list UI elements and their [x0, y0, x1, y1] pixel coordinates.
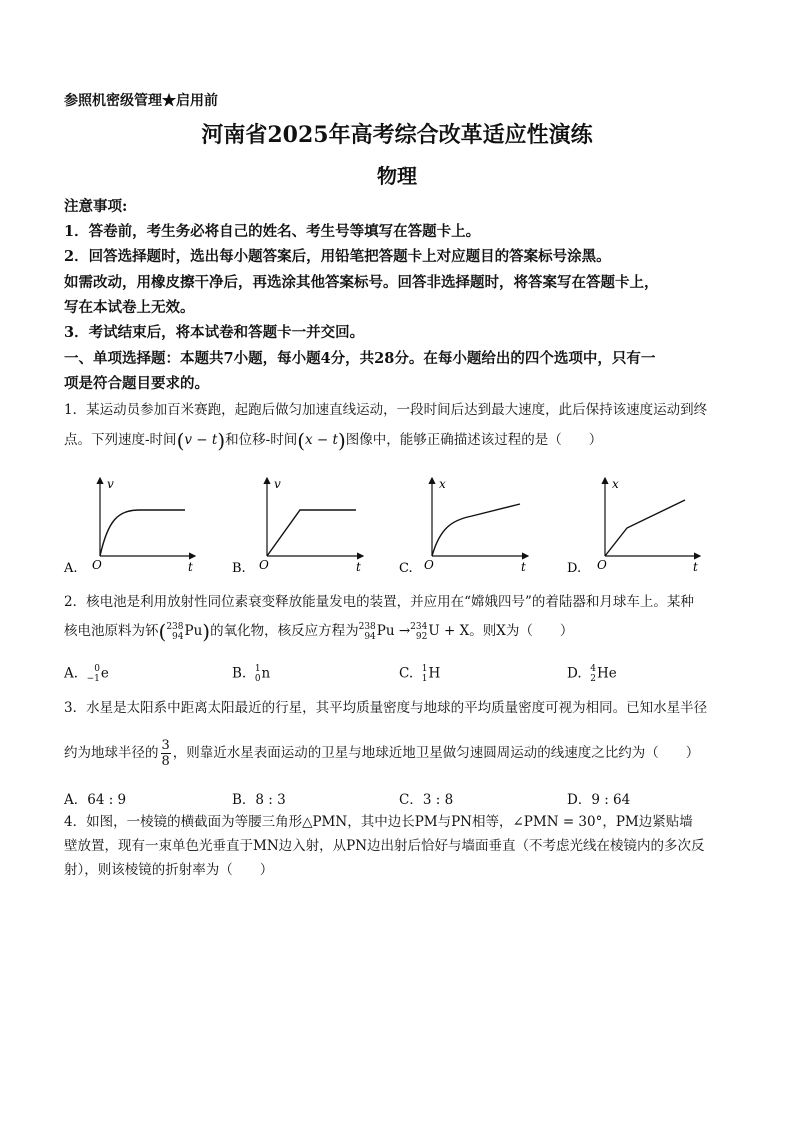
graph-a-ylabel: v — [107, 477, 114, 491]
graph-c-letter: C. — [399, 561, 413, 576]
option-letter: A． — [64, 792, 88, 808]
q2-option-c — [399, 664, 440, 684]
option-text: 3 : 8 — [422, 792, 454, 808]
q1-graphs — [60, 470, 740, 580]
graph-c — [399, 477, 528, 576]
plus-x: + X — [444, 623, 470, 639]
option-letter: B． — [232, 792, 256, 808]
section-heading-line1: 一、单项选择题：本题共7小题，每小题4分，共28分。在每小题给出的四个选项中，只有一 — [64, 350, 656, 367]
graph-d-curve — [605, 500, 685, 556]
q2-text-c: 。则X为（ ） — [469, 623, 574, 639]
graph-a-letter: A. — [64, 561, 78, 576]
q3-option-d — [567, 788, 630, 808]
graph-a — [63, 477, 195, 576]
graph-d — [567, 477, 700, 576]
graph-a-origin: O — [92, 558, 102, 572]
option-top: 1 — [421, 664, 428, 674]
subject-title: 物理 — [377, 164, 417, 188]
option-top: 1 — [254, 664, 261, 674]
fraction — [161, 738, 171, 769]
graph-b-origin: O — [259, 558, 269, 572]
option-letter: B. — [232, 665, 247, 682]
eq-pu-symbol: Pu — [376, 623, 395, 639]
graph-d-letter: D. — [567, 561, 582, 576]
option-letter: D． — [567, 792, 592, 808]
q3-text-a: 约为地球半径的 — [64, 745, 159, 761]
option-letter: C． — [399, 792, 423, 808]
graph-b-xlabel: t — [356, 560, 361, 574]
q1-text-b: 和位移-时间 — [225, 432, 298, 448]
q3-line1: 3．水星是太阳系中距离太阳最近的行星，其平均质量密度与地球的平均质量密度可视为相同。已知水星半径 — [64, 700, 708, 716]
q2-line2: 核电池原料为钚( 238 94 Pu)的氧化物，核反应方程为 238 94 Pu → 234 92 U + X。则X为（ ） — [64, 619, 574, 644]
graph-b — [232, 477, 363, 576]
graph-b-ylabel: v — [274, 477, 281, 491]
graph-d-origin: O — [597, 558, 607, 572]
option-letter: A. — [64, 665, 79, 682]
u-mass: 234 — [410, 621, 428, 632]
pu-z: 94 — [172, 631, 184, 642]
graph-d-ylabel: x — [612, 477, 619, 491]
q4-line3: 射），则该棱镜的折射率为（ ） — [64, 862, 274, 878]
q3-text-b: ，则靠近水星表面运动的卫星与地球近地卫星做匀速圆周运动的线速度之比约为（ ） — [172, 745, 700, 761]
q3-option-a — [64, 788, 126, 808]
q1-line2: 点。下列速度-时间(v − t)和位移-时间(x − t)图像中，能够正确描述该过程的是（ ） — [64, 428, 603, 453]
eq-pu-mass: 238 — [358, 621, 376, 632]
q4-line2: 壁放置，现有一束单色光垂直于MN边入射，从PN边出射后恰好与墙面垂直（不考虑光线在棱镜内的多次反 — [64, 838, 705, 854]
note-item-2c: 写在本试卷上无效。 — [64, 299, 195, 316]
option-bot: 1 — [421, 674, 428, 684]
fraction-denominator: 8 — [161, 754, 170, 769]
fraction-numerator: 3 — [161, 738, 170, 753]
note-item-2: 2．回答选择题时，选出每小题答案后，用铅笔把答题卡上对应题目的答案标号涂黑。 — [64, 248, 611, 265]
arrow-icon: → — [398, 623, 411, 639]
q2-text-b: 的氧化物，核反应方程为 — [210, 623, 359, 639]
q2-text-a: 核电池原料为钚 — [64, 623, 159, 639]
q2-option-d — [567, 664, 617, 684]
pu-symbol: Pu — [184, 623, 203, 639]
q1-text-a: 点。下列速度-时间 — [64, 432, 177, 448]
note-item-2b: 如需改动，用橡皮擦干净后，再选涂其他答案标号。回答非选择题时，将答案写在答题卡上， — [64, 274, 659, 291]
u-z: 92 — [415, 631, 428, 642]
q4-line1: 4．如图，一棱镜的横截面为等腰三角形△PMN，其中边长PM与PN相等，∠PMN = 30°，PM边紧贴墙 — [64, 814, 693, 830]
option-text: 64 : 9 — [87, 792, 127, 808]
option-bot: −1 — [86, 674, 100, 684]
option-top: 0 — [94, 664, 100, 674]
note-item-3: 3．考试结束后，将本试卷和答题卡一并交回。 — [64, 324, 365, 341]
graph-c-origin: O — [424, 558, 434, 572]
confidential-label: 参照机密级管理★启用前 — [64, 93, 218, 109]
q1-xt: x − t — [305, 432, 338, 448]
graph-a-curve — [100, 510, 185, 556]
option-symbol: e — [100, 665, 109, 682]
q3-line2 — [64, 738, 744, 769]
option-text: 9 : 64 — [591, 792, 631, 808]
option-symbol: n — [261, 665, 271, 682]
q3-option-b — [232, 788, 286, 808]
u-symbol: U — [428, 623, 440, 639]
graph-c-xlabel: t — [521, 560, 526, 574]
option-bot: 2 — [590, 674, 596, 684]
notes-heading: 注意事项: — [64, 198, 128, 215]
section-heading-line2: 项是符合题目要求的。 — [64, 375, 209, 392]
eq-pu-z: 94 — [364, 631, 376, 642]
pu-mass: 238 — [166, 621, 184, 632]
q1-line1: 1．某运动员参加百米赛跑，起跑后做匀加速直线运动，一段时间后达到最大速度，此后保持该速度运动到终 — [64, 402, 708, 418]
note-item-1: 1．答卷前，考生务必将自己的姓名、考生号等填写在答题卡上。 — [64, 223, 481, 240]
q2-line1: 2．核电池是利用放射性同位素衰变释放能量发电的装置，并应用在“嫦娥四号”的着陆器和月球车上。某种 — [64, 594, 694, 610]
q2-option-a — [64, 664, 109, 684]
q3-option-c — [399, 788, 453, 808]
graph-b-curve — [267, 510, 356, 556]
graph-c-ylabel: x — [439, 477, 446, 491]
option-letter: C. — [399, 665, 414, 682]
q1-text-c: 图像中，能够正确描述该过程的是（ ） — [345, 432, 603, 448]
graph-a-xlabel: t — [188, 560, 193, 574]
q1-vt: v − t — [184, 432, 218, 448]
graph-b-letter: B. — [232, 561, 246, 576]
page-title: 河南省2025年高考综合改革适应性演练 — [201, 122, 593, 148]
option-symbol: H — [428, 665, 441, 682]
graph-c-curve — [432, 504, 520, 556]
option-top: 4 — [590, 664, 596, 674]
option-symbol: He — [596, 665, 617, 682]
q2-option-b — [232, 664, 270, 684]
graph-d-xlabel: t — [693, 560, 698, 574]
option-letter: D. — [567, 665, 582, 682]
option-bot: 0 — [254, 674, 261, 684]
option-text: 8 : 3 — [255, 792, 286, 808]
